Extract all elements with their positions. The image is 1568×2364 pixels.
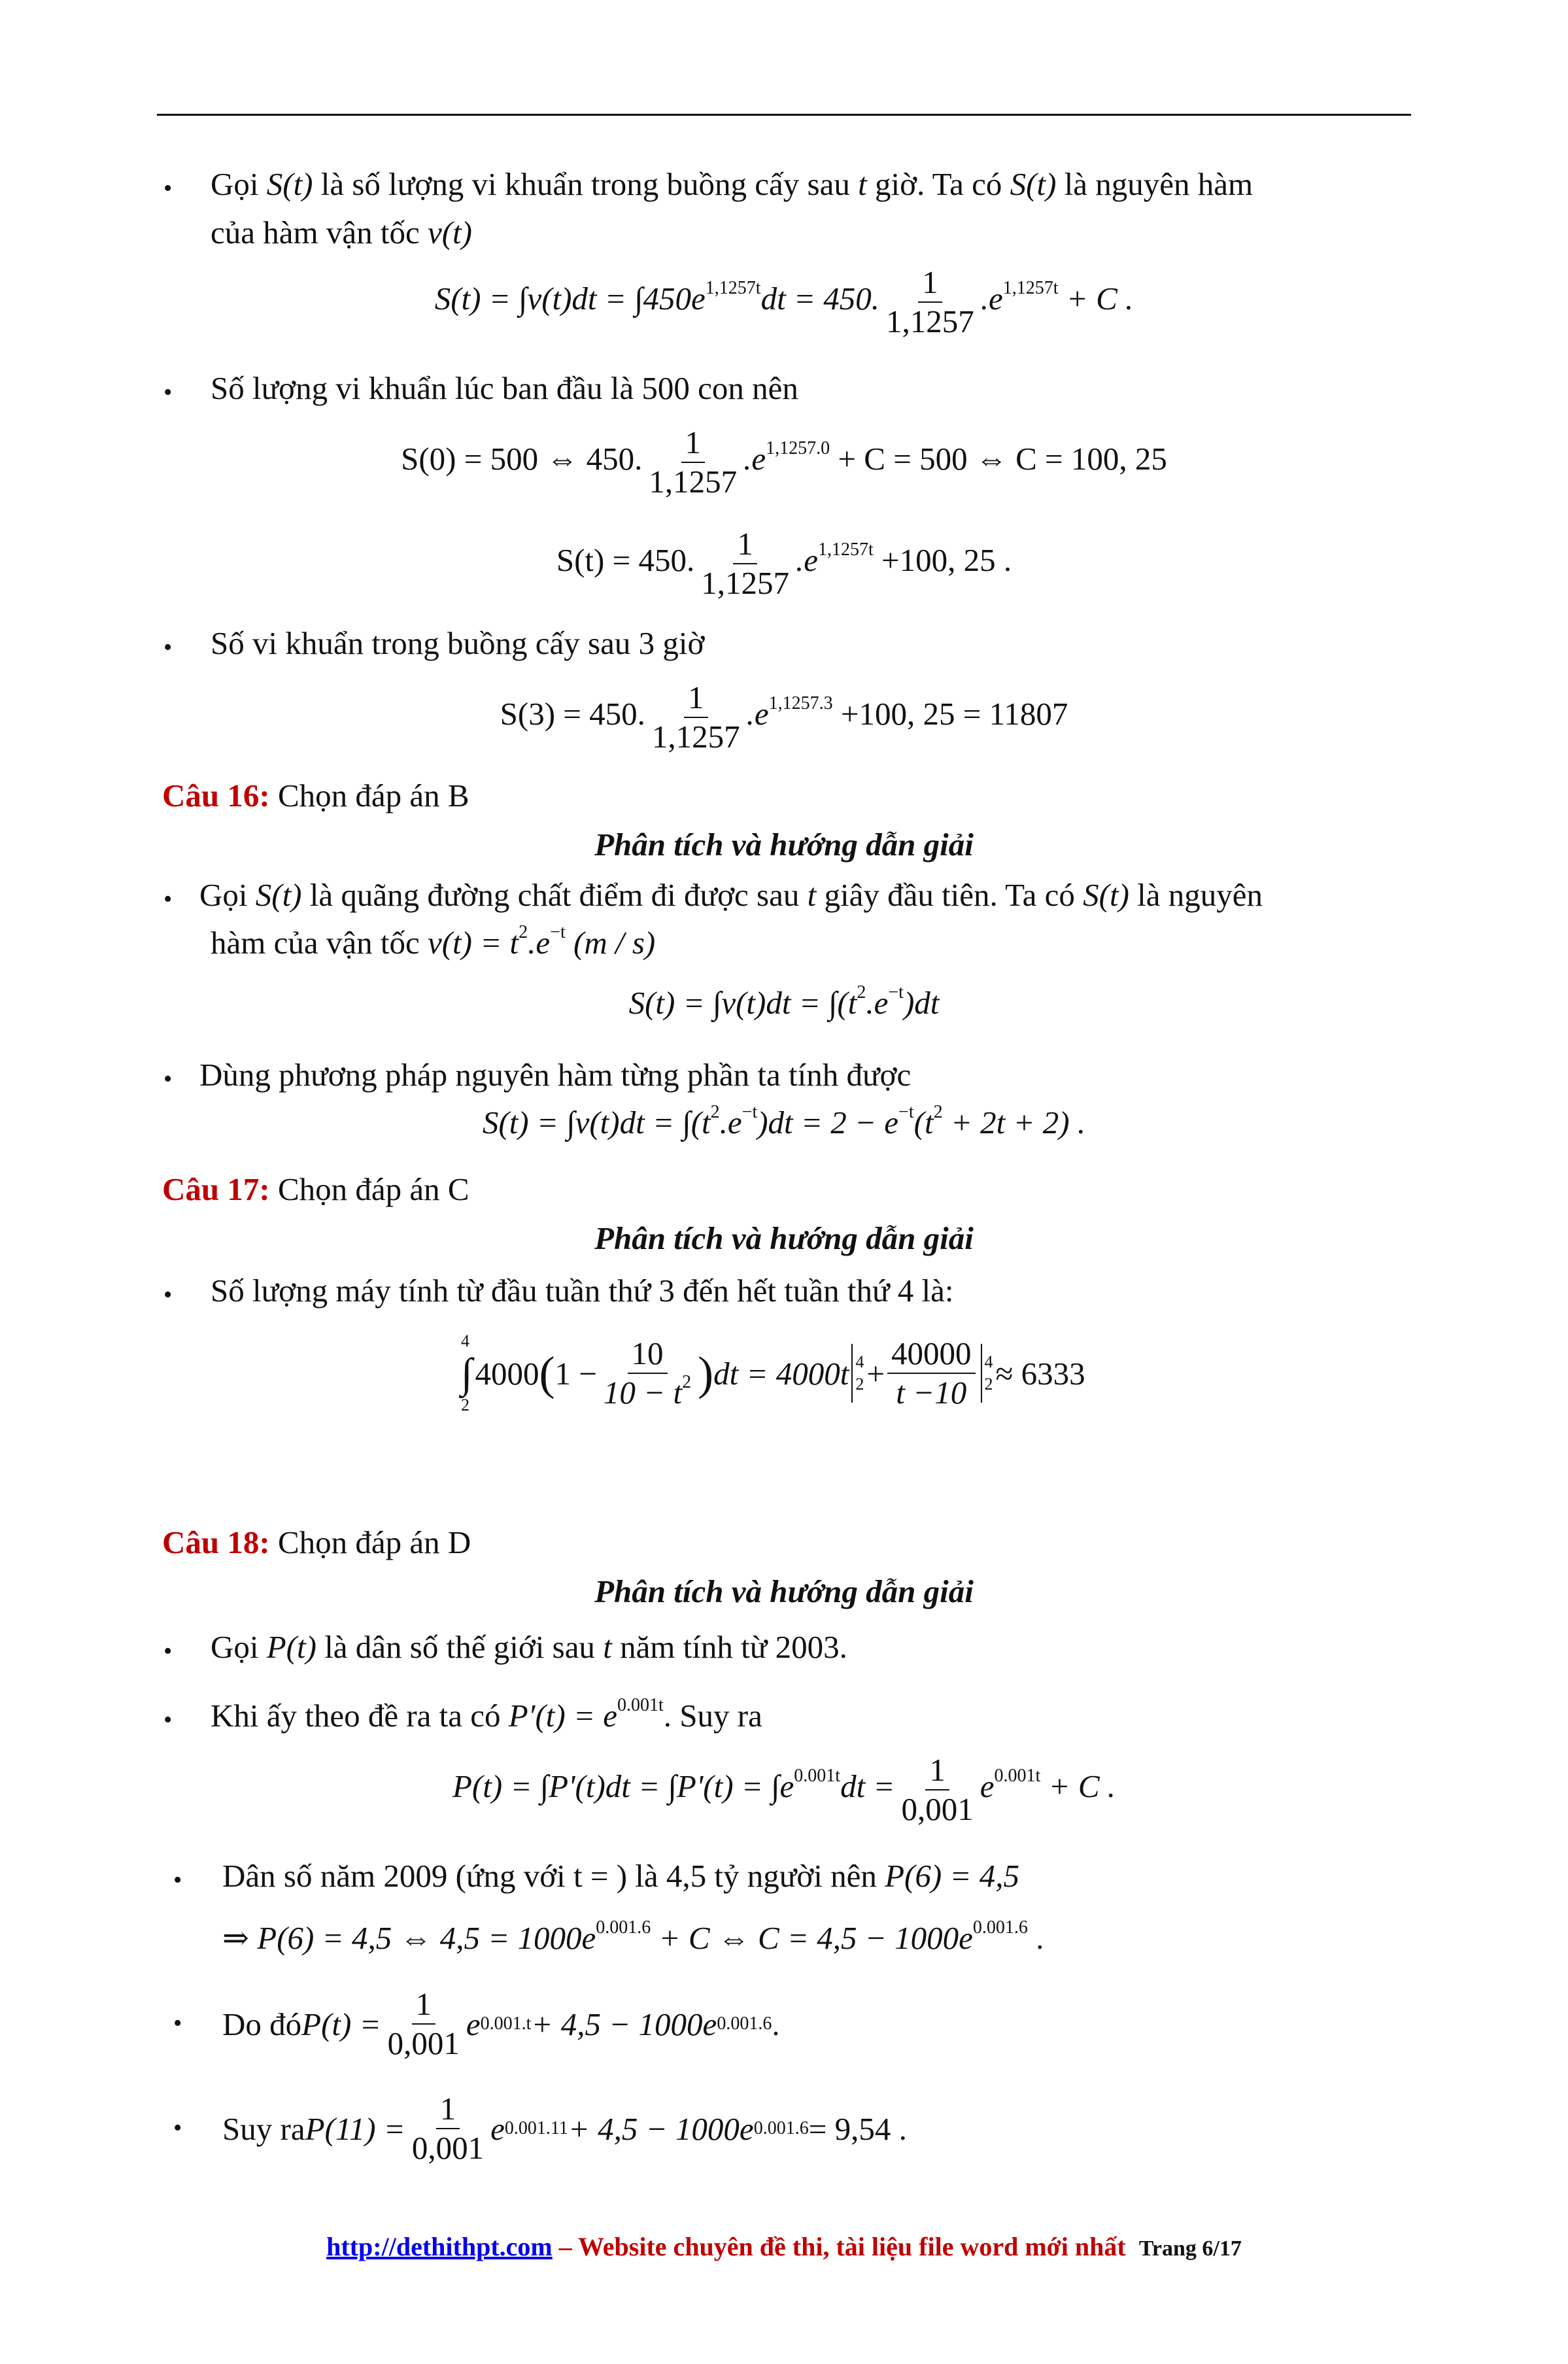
text: giờ. Ta có [866, 166, 1010, 202]
integral-limits [461, 1330, 473, 1416]
math-sup: 2 [857, 982, 866, 1002]
math: dt = 4000t [713, 1355, 849, 1392]
section-heading: Phân tích và hướng dẫn giải [594, 1220, 974, 1256]
math: P′(t) = e [508, 1698, 618, 1734]
math: . [772, 2006, 780, 2042]
math: +100, 25 . [881, 542, 1012, 579]
text: là nguyên hàm [1056, 166, 1253, 202]
numerator: 1 [918, 265, 942, 303]
numerator: 1 [681, 425, 706, 463]
math: + [866, 1355, 885, 1392]
numerator: 40000 [887, 1336, 976, 1374]
math-sup: 2 [710, 1102, 720, 1122]
math: + C . [1048, 1768, 1116, 1805]
bullet-icon: • [163, 885, 173, 913]
text: S(t) [255, 877, 302, 913]
bullet-icon: • [163, 379, 173, 406]
math: dt = 450. [760, 281, 880, 317]
denominator: 0,001 [411, 2130, 485, 2166]
math-sup: 1,1257t [817, 540, 874, 560]
math: .e [746, 696, 769, 732]
math: P(t) = ∫P'(t)dt = ∫P'(t) = ∫e [452, 1768, 794, 1805]
bullet-icon: • [173, 1866, 182, 1894]
math-sup: 2 [933, 1102, 943, 1122]
text: Gọi [211, 1629, 267, 1665]
denominator: 1,1257 [701, 564, 789, 601]
paren-icon: ( [539, 1347, 555, 1399]
text: t [858, 166, 867, 202]
math: .e [980, 281, 1003, 317]
math: .e [719, 1105, 742, 1140]
fraction [697, 526, 793, 601]
text: là số lượng vi khuẩn trong buồng cấy sau [313, 166, 859, 202]
bullet-icon: • [173, 2010, 182, 2037]
text: giây đầu tiên. Ta có [816, 877, 1083, 913]
eval-limits [985, 1351, 993, 1396]
bullet-icon: • [163, 1065, 173, 1093]
text: Dùng phương pháp nguyên hàm từng phần ta tính được [199, 1057, 912, 1093]
math: P(t) = [301, 2006, 381, 2042]
math-sup: 1,1257t [705, 278, 761, 299]
text: Khi ấy theo đề ra ta có [211, 1698, 509, 1734]
equation [0, 1104, 1568, 1141]
text: S(t) [1010, 166, 1057, 202]
math: + 4,5 − 1000e [568, 2110, 754, 2147]
fraction [645, 425, 741, 500]
text: năm tính từ 2003. [611, 1629, 847, 1665]
math: + 2t + 2) . [942, 1105, 1086, 1140]
math: (m / s) [565, 925, 656, 961]
text: Số lượng máy tính từ đầu tuần thứ 3 đến hết tuần thứ 4 là: [211, 1273, 954, 1309]
numerator: 1 [684, 680, 708, 718]
math: 10 − t [603, 1375, 683, 1411]
math: )dt = 2 − e [757, 1105, 899, 1140]
math: = 9,54 . [808, 2110, 907, 2147]
math-inline: v(t) [427, 214, 472, 250]
math-sup: 2 [519, 922, 528, 942]
text: là dân số thế giới sau [316, 1629, 604, 1665]
math: . [1027, 1920, 1044, 1956]
text: Số lượng vi khuẩn lúc ban đầu là 500 con nên [211, 370, 798, 406]
math: S(t) = ∫v(t)dt = ∫(t [628, 985, 857, 1021]
math-sup: 0.001.6 [972, 1917, 1028, 1938]
bullet-icon: • [173, 2114, 182, 2142]
text: hàm của vận tốc [211, 925, 428, 961]
fraction [887, 1336, 976, 1411]
eval-limits [855, 1351, 864, 1396]
text: Số vi khuẩn trong buồng cấy sau 3 giờ [211, 625, 705, 661]
section-heading: Phân tích và hướng dẫn giải [594, 1573, 974, 1609]
math: P(11) = [305, 2110, 405, 2147]
bullet-icon: • [163, 634, 173, 661]
page-footer [0, 2231, 1568, 2262]
math: 1 − [554, 1355, 597, 1392]
math-sup: −t [550, 922, 566, 942]
math: e [490, 2110, 505, 2147]
lower-limit: 2 [855, 1375, 864, 1394]
math-sup: 0.001t [794, 1766, 841, 1787]
text: của hàm vận tốc [211, 214, 428, 250]
math: + 4,5 − 1000e [531, 2006, 717, 2042]
text: S(t) [1083, 877, 1129, 913]
equation [0, 265, 1568, 339]
denominator [600, 1374, 695, 1411]
bullet-icon: • [163, 1637, 173, 1665]
math: e [980, 1768, 995, 1805]
equation [0, 984, 1568, 1021]
math-sup: 2 [682, 1372, 692, 1392]
math: P(t) [266, 1629, 316, 1665]
section-heading: Phân tích và hướng dẫn giải [594, 827, 974, 863]
denominator: 1,1257 [886, 303, 974, 339]
header-rule [157, 114, 1411, 116]
fraction [648, 680, 744, 755]
question-label: Câu 18: [162, 1524, 270, 1560]
question-label: Câu 17: [162, 1171, 270, 1207]
upper-limit: 4 [984, 1352, 993, 1372]
math-sup: 1,1257.3 [768, 693, 833, 714]
footer-link[interactable]: http://dethithpt.com [326, 2232, 553, 2261]
bullet-icon: • [163, 1281, 173, 1309]
math-sup: −t [741, 1102, 758, 1122]
equation [0, 526, 1568, 601]
math: P(6) = 4,5 [885, 1858, 1019, 1894]
math: e [466, 2006, 481, 2042]
math-sup: 0.001t [994, 1766, 1041, 1787]
math: S(t) = ∫v(t)dt = ∫(t [482, 1105, 711, 1140]
math: .e [743, 441, 766, 477]
answer-text: Chọn đáp án B [269, 778, 469, 814]
denominator: 0,001 [387, 2025, 460, 2061]
denominator: 1,1257 [651, 718, 740, 755]
text: là quãng đường chất điểm đi được sau [301, 877, 808, 913]
math-sup: 1,1257t [1002, 278, 1059, 299]
denominator: 1,1257 [649, 463, 738, 500]
denominator: 0,001 [901, 1790, 974, 1827]
math-sup: 0.001.6 [596, 1917, 651, 1938]
math: S(0) = 500 ⇔ 450. [401, 441, 643, 477]
upper-limit: 4 [461, 1331, 469, 1351]
math: ≈ 6333 [995, 1355, 1085, 1392]
numerator: 1 [925, 1753, 949, 1790]
eval-bar [981, 1344, 982, 1403]
numerator: 1 [733, 526, 757, 564]
text: Suy ra [222, 2110, 305, 2147]
text: là nguyên [1129, 877, 1263, 913]
paren-icon: ) [698, 1347, 714, 1399]
fraction [384, 1987, 464, 2061]
math: (t [913, 1105, 934, 1140]
math-sup: 0.001t [617, 1695, 664, 1715]
math-sup: 1,1257.0 [766, 438, 830, 459]
fraction [408, 2091, 488, 2166]
bullet-icon: • [163, 175, 173, 202]
lower-limit: 2 [461, 1396, 469, 1414]
numerator: 1 [412, 1987, 436, 2025]
math-sup: −t [888, 982, 904, 1002]
math: S(t) = 450. [556, 542, 695, 579]
text: . Suy ra [663, 1698, 762, 1734]
numerator: 1 [436, 2091, 460, 2129]
math: ⇒ P(6) = 4,5 ⇔ 4,5 = 1000e [222, 1920, 596, 1956]
answer-text: Chọn đáp án D [269, 1524, 471, 1560]
bullet-icon: • [163, 1706, 173, 1734]
math: dt = [840, 1768, 895, 1805]
text: Gọi [199, 877, 256, 913]
equation [0, 1753, 1568, 1827]
math: + C = 500 ⇔ C = 100, 25 [838, 441, 1167, 477]
math: + C . [1066, 281, 1134, 317]
math: S(t) = ∫v(t)dt = ∫450e [434, 281, 706, 317]
math: .e [528, 925, 551, 961]
denominator: t −10 [896, 1375, 967, 1411]
footer-text: – Website chuyên đề thi, tài liệu file word mới nhất [552, 2232, 1126, 2261]
numerator: 10 [628, 1336, 668, 1374]
equation [0, 680, 1568, 755]
math-sup: −t [898, 1102, 914, 1122]
text: Gọi [211, 166, 267, 202]
text: t [603, 1629, 612, 1665]
fraction [882, 265, 978, 339]
text: t [807, 877, 817, 913]
equation [0, 425, 1568, 500]
math: .e [866, 985, 889, 1021]
math: S(3) = 450. [500, 696, 645, 732]
fraction [600, 1336, 695, 1411]
fraction [898, 1753, 978, 1827]
page-number: Trang 6/17 [1138, 2236, 1242, 2261]
document-page: • Gọi S(t) là số lượng vi khuẩn trong buồng cấy sau t giờ. Ta có S(t) là nguyên hàm của hàm vận tốc v(t) $S(t) = \int v(t)dt = \int 450e^{1,1257t}dt = 450$. $\frac{1}{1,1257}$ $.e^{1,1257t} + C$ . • Số lượng vi khuẩn lúc ban đầu là 500 con nên S(0) = 500 ⇔ 450. $\frac{1}{1,1257}$ $.e^{1,1257.0} + C = 500$ ⇔ C = 100, 25 S(t) = 450. $\frac{1}{1,1257}$ $.e^{1,1257t} +100$, 25 . • Số vi khuẩn trong buồng cấy sau 3 giờ S(3) = 450. $\frac{1}{1,1257}$ $.e^{1,1257.3} +100$, 25 = 11807 Câu 16: Chọn đáp án B Phân tích và hướng dẫn giải • Gọi S(t) là quãng đường chất điểm đi được sau t giây đầu tiên. Ta có S(t) là nguyên hàm của vận tốc $v(t) = t^2.e^{-t}$ (m / s) $S(t) = \int v(t)dt = \int(t^2.e^{-t})dt$ • Dùng phương pháp nguyên hàm từng phần ta tính được $S(t) = \int v(t)dt = \int(t^2.e^{-t})dt = 2 - e^{-t}(t^2 + 2t + 2)$ . Câu 17: Chọn đáp án C Phân tích và hướng dẫn giải • Số lượng máy tính từ đầu tuần thứ 3 đến hết tuần thứ 4 là: 4 ∫ 2 4000 ( 1 − $\frac{10}{10 - t^2}$ ) dt = 4000t 4 2 + $\frac{40000}{t -10}$ 4 2 ≈ 6333 Câu 18: Chọn đáp án D Phân tích và hướng dẫn giải • Gọi P(t) là dân số thế giới sau t năm tính từ 2003. • Khi ấy theo đề ra ta có $P'(t) = e^{0.001t}$. Suy ra $P(t) = \int P'(t)dt = \int P'(t) = \int e^{0.001t}dt$ = $\frac{1}{0,001}$ $e^{0.001t} + C$ . • Dân số năm 2009 (ứng với t = ) là 4,5 tỷ người nên P(6) = 4,5 ⇒ P(6) = 4,5 ⇔ $4,5 = 1000e^{0.001.6} + C$ ⇔ $C = 4,5 - 1000e^{0.001.6}$ . • Do đó P(t) = $\frac{1}{0,001}$ e 0.001.t + 4,5 − 1000e 0.001.6 . • Suy ra P(11) = $\frac{1}{0,001}$ e 0.001.11 + 4,5 − 1000e 0.001.6 = 9,54 . http://dethithpt.com – Website chuyên đề thi, tài liệu file word mới nhất Trang 6/17 [0, 0, 1568, 2364]
text: Do đó [222, 2006, 302, 2042]
math: v(t) = t [427, 925, 519, 961]
eval-bar [851, 1344, 853, 1403]
math: )dt [903, 985, 940, 1021]
lower-limit: 2 [984, 1375, 993, 1394]
math: + C ⇔ C = 4,5 − 1000e [651, 1920, 973, 1956]
text: S(t) [266, 166, 313, 202]
integral-icon: ∫ [461, 1350, 473, 1396]
text: Dân số năm 2009 (ứng với t = ) là 4,5 tỷ người nên [222, 1858, 885, 1894]
upper-limit: 4 [855, 1352, 864, 1372]
answer-text: Chọn đáp án C [269, 1171, 469, 1207]
math: .e [795, 542, 818, 579]
math: 4000 [475, 1355, 539, 1392]
math: +100, 25 = 11807 [840, 696, 1068, 732]
question-label: Câu 16: [162, 778, 270, 814]
